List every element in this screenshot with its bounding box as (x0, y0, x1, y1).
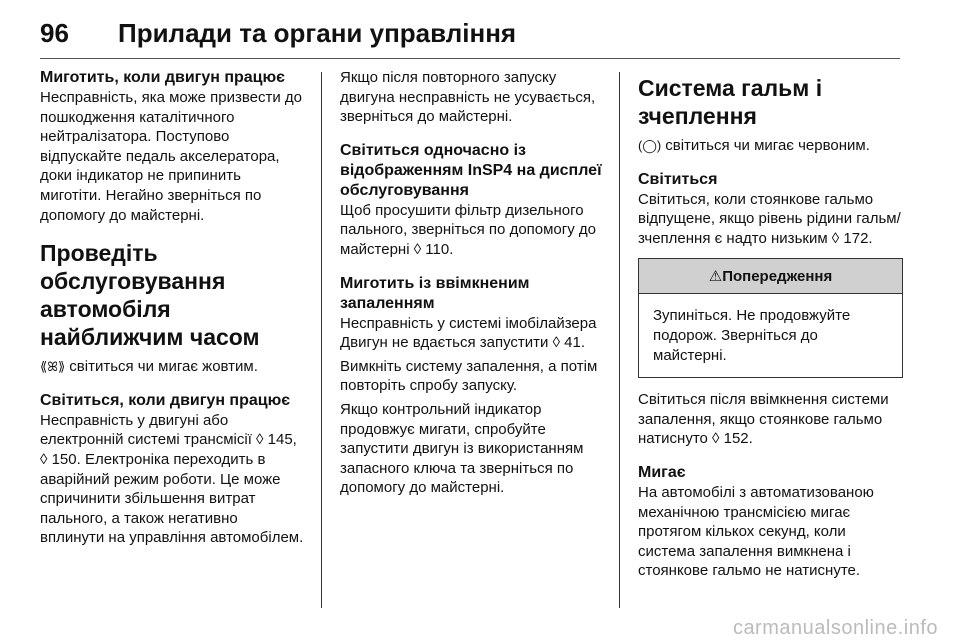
column-divider-1 (321, 72, 322, 608)
warning-box (638, 258, 903, 378)
heading-brake-lit: Світиться (638, 170, 718, 188)
column-2 (340, 68, 605, 502)
warning-title: ⚠Попередження (639, 259, 902, 294)
text-restart: Якщо після повторного запуску двигуна несправність не усувається, зверніться до майстерні. (340, 69, 596, 126)
column-divider-2 (619, 72, 620, 608)
text-immobiliser: Несправність у системі імобілайзера Двигун не вдається запустити ◊ 41. (340, 314, 597, 352)
page-header (40, 18, 516, 49)
column-3 (638, 68, 903, 585)
text-brake-after-ignition: Світиться після ввімкнення системи запалення, якщо стоянкове гальмо натиснуто ◊ 152. (638, 391, 889, 448)
column-1 (40, 68, 305, 552)
text-brake-color: світиться чи мигає червоним. (665, 137, 870, 154)
text-spare-key: Якщо контрольний індикатор продовжує мигати, спробуйте запустити двигун із використанням запасного ключа та зверніться по допомогу до майстерні. (340, 400, 584, 497)
watermark: carmanualsonline.info (732, 617, 938, 639)
running-title: Прилади та органи управління (118, 18, 517, 48)
heading-insp4: Світиться одночасно із відображенням InSP4 на дисплеї обслуговування (340, 141, 602, 199)
heading-lit-running: Світиться, коли двигун працює (40, 391, 291, 409)
text-service-color: світиться чи мигає жовтим. (69, 358, 258, 376)
heading-flashing-running: Миготить, коли двигун працює (40, 69, 286, 86)
text-brake-indicator (638, 136, 903, 156)
header-rule (40, 58, 900, 59)
text-brake-flashing: На автомобілі з автоматизованою механічною трансмісією мигає протягом кількох секунд, коли система запалення вимкнена і стоянкове гальмо не натиснуте. (638, 483, 874, 580)
engine-warning-icon: ⟪ꕤ⟫ (40, 359, 66, 375)
text-brake-lit: Світиться, коли стоянкове гальмо відпущене, якщо рівень рідини гальм/зчеплення є надто низьким ◊ 172. (638, 190, 901, 247)
heading-brake-flashing: Мигає (638, 463, 686, 481)
text-flashing-running: Несправність, яка може призвести до пошкодження каталітичного нейтралізатора. Поступово відпускайте педаль акселератора, доки індикатор не припинить миготіти. Негайно зверніться по допомогу до майстерні. (40, 89, 303, 224)
warning-text: Зупиніться. Не продовжуйте подорож. Зверніться до майстерні. (653, 307, 851, 364)
brake-warning-icon: (◯) (638, 138, 662, 153)
heading-ignition-flashing: Миготить із ввімкненим запаленням (340, 274, 530, 312)
text-switch-off: Вимкніть систему запалення, а потім повторіть спробу запуску. (340, 357, 598, 395)
text-lit-running: Несправність у двигуні або електронній системі трансмісії ◊ 145, ◊ 150. Електроніка переходить в аварійний режим роботи. Це може спричинити збільшення витрат пального, а також негативно вплинути на управління автомобілем. (40, 411, 304, 547)
heading-brake-clutch: Система гальм і зчеплення (638, 75, 823, 129)
page-number: 96 (40, 18, 69, 48)
text-service-indicator (40, 357, 305, 377)
text-insp4: Щоб просушити фільтр дизельного пального, зверніться по допомогу до майстерні ◊ 110. (340, 201, 597, 258)
heading-service-soon: Проведіть обслуговування автомобіля найближчим часом (40, 240, 260, 351)
